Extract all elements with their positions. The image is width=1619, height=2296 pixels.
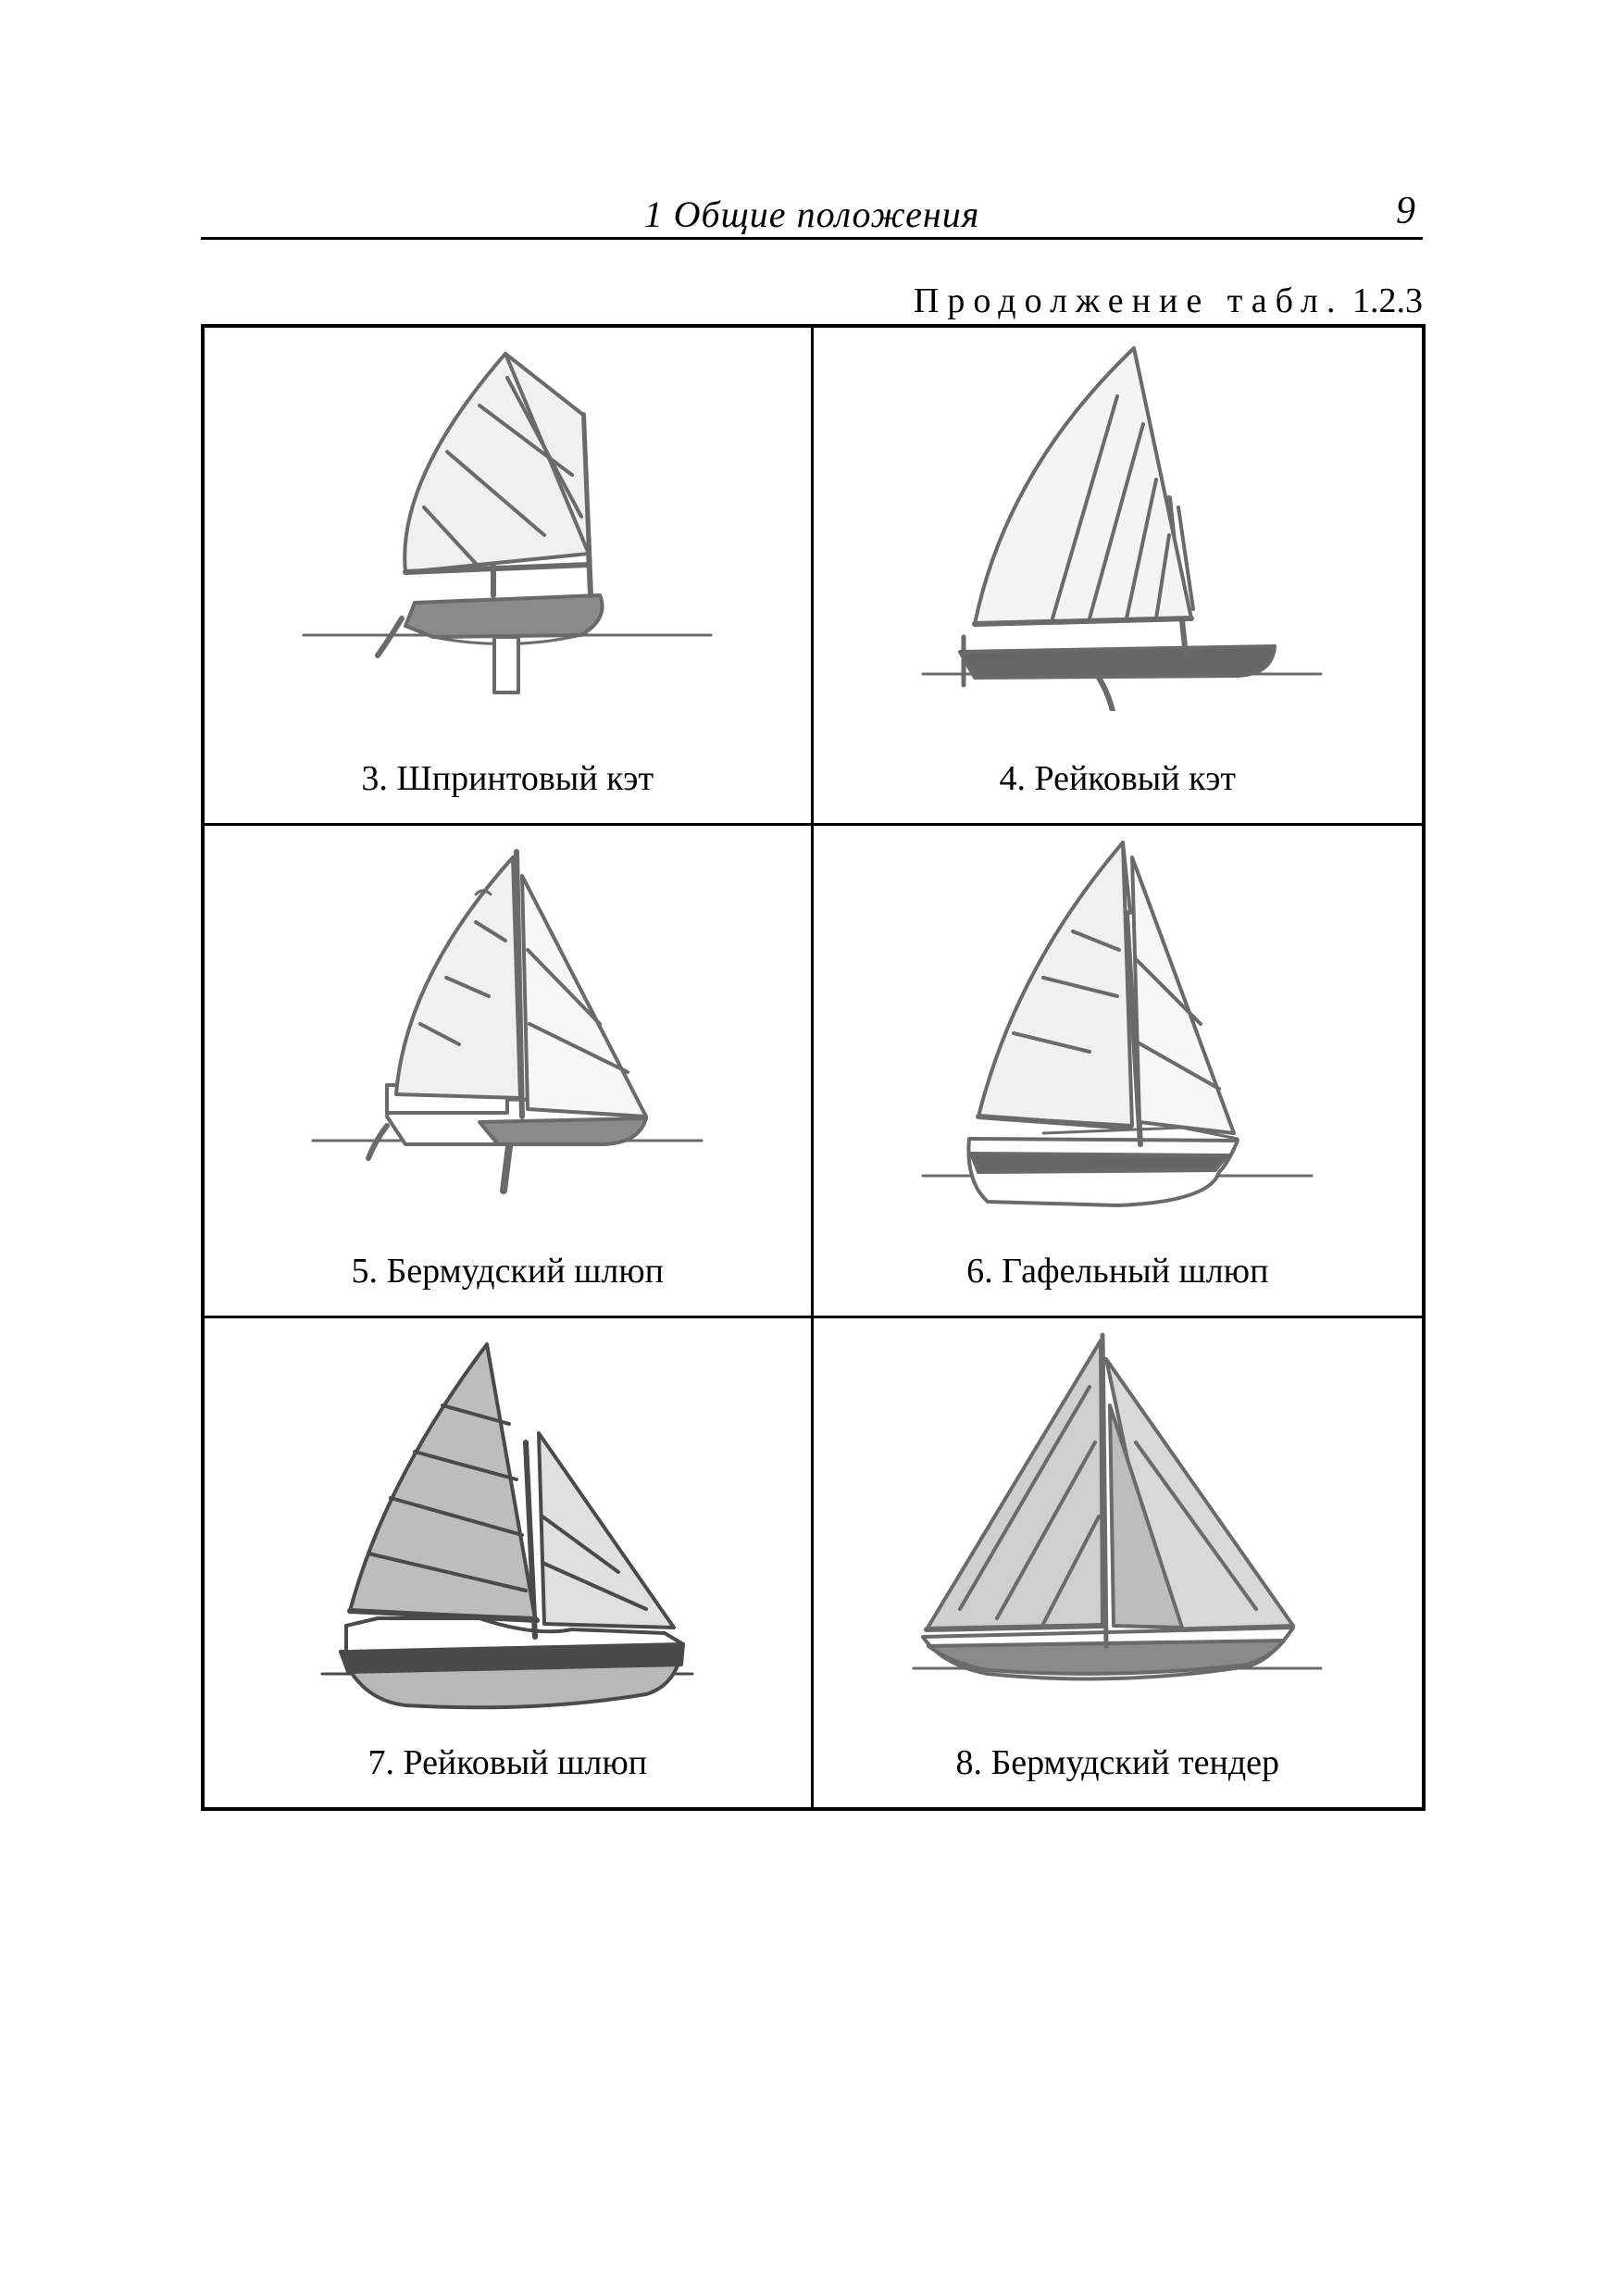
table-cell-lug-sloop bbox=[205, 1318, 814, 1807]
cell-label: 4. Рейковый кэт bbox=[999, 759, 1237, 798]
cell-label: 6. Гафельный шлюп bbox=[966, 1252, 1269, 1291]
cell-label: 3. Шпринтовый кэт bbox=[361, 759, 654, 798]
lug-sloop-icon bbox=[294, 1331, 720, 1729]
page-number: 9 bbox=[1396, 190, 1415, 232]
table-cell-bermuda-sloop bbox=[205, 826, 814, 1318]
sprit-cat-boat-icon bbox=[294, 341, 720, 711]
section-title: 1 Общие положения bbox=[643, 193, 980, 235]
page-header bbox=[201, 185, 1423, 240]
bermuda-cutter-icon bbox=[904, 1331, 1330, 1729]
table-caption-number: 1.2.3 bbox=[1352, 281, 1423, 320]
cell-label: 7. Рейковый шлюп bbox=[367, 1743, 648, 1782]
cell-label: 5. Бермудский шлюп bbox=[351, 1252, 665, 1291]
table-caption bbox=[914, 281, 1423, 321]
table-cell-bermuda-cutter bbox=[814, 1318, 1423, 1807]
table-cell-sprit-cat bbox=[205, 328, 814, 826]
boat-types-table bbox=[201, 324, 1426, 1811]
gaff-sloop-icon bbox=[904, 839, 1330, 1228]
table-cell-lug-cat bbox=[814, 328, 1423, 826]
table-cell-gaff-sloop bbox=[814, 826, 1423, 1318]
bermuda-sloop-icon bbox=[294, 839, 720, 1209]
table-caption-prefix: Продолжение табл. bbox=[913, 281, 1344, 320]
lug-cat-boat-icon bbox=[904, 341, 1330, 711]
cell-label: 8. Бермудский тендер bbox=[955, 1743, 1280, 1782]
